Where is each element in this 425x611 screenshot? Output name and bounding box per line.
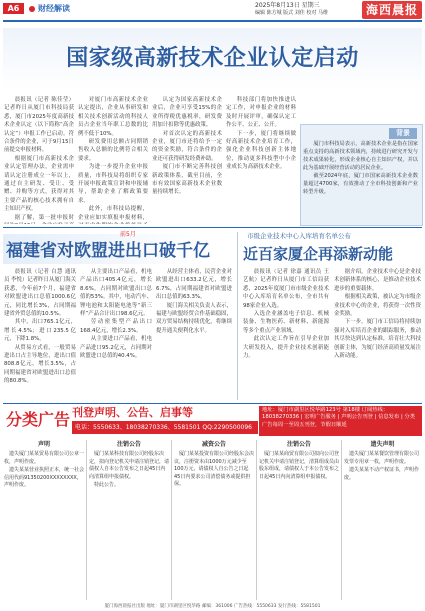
notice-line: 特此公告。 — [94, 482, 120, 489]
paragraph: 根据相关政策，被认定为市级企业技术中心的企业，将获得一次性资金奖励。 — [334, 294, 421, 318]
paragraph: 晨报讯（记者 陈佳莹）记者昨日从厦门市科技局获悉，厦门市2025年度高新技术企业认定（以下简称“高企认定”）申报工作已启动。符合条件的企业，可于9月15日前提交申报材料。 — [4, 97, 74, 154]
story1-column-3 — [152, 96, 222, 224]
ads-info-box: 地址：厦门市湖里区悦华路123号 第18楼 订阅热线：18038270336 | 宏明广告服务 | 声明公告刊登 | 信息发布 | 分类广告每周一至周五刊登，节假日顺延 — [259, 406, 422, 436]
editor-credits: 编辑 陈方城 版式 刘佳 校对 马维 — [255, 10, 328, 16]
paragraph: 认定为国家高新技术企业后，企业可享受15%的企业所得税优惠税率，研发费用加计扣除等优惠政策。 — [152, 97, 222, 129]
column-divider — [256, 440, 257, 600]
paragraph: 对首次认定的高新技术企业，厦门市还将给予一定的资金奖励，符合条件的企业还可获得研发经费补助。 — [152, 130, 222, 162]
story2-headline: 福建省对欧盟进出口破千亿 — [6, 241, 210, 261]
notice-line: 厦门某某投资有限公司经股东会决议，注册资本由1000万元减少至100万元，请债权人自公告之日起45日内要求公司清偿债务或提供担保。 — [174, 451, 254, 488]
notice-column — [259, 440, 339, 600]
paragraph: 从经营主体看，民营企业对欧盟进出口633.2亿元，增长6.7%，占同期福建省对欧盟进出口总值的63.3%。 — [156, 269, 232, 301]
issue-date: 2025年8月13日 星期三 — [255, 2, 320, 9]
story3-kicker: 市级企业技术中心入库培育名单公布 — [247, 232, 351, 240]
column-divider — [171, 440, 172, 600]
paragraph: 下一步，厦门市工信局将持续加强对入库培育企业的跟踪服务，推动其尽快达到认定标准，培育壮大科技创新主体，为厦门经济高质量发展注入新动能。 — [334, 319, 421, 360]
ads-phone-bar: 电话：5550633、18038270336、5581501 QQ:2290500096 — [72, 421, 258, 434]
notice-line: 遗失厦门某某贸易有限公司公章一枚，声明作废。 — [4, 451, 84, 465]
paragraph: 此次认定工作旨在引导企业加大研发投入，提升企业技术创新能力。 — [243, 336, 329, 360]
notice-column — [4, 440, 84, 600]
section-divider — [3, 227, 422, 228]
story3-column-1 — [243, 268, 329, 400]
paragraph: 据了解，第一批申报时 — [14, 214, 74, 221]
paragraph: 科技部门将加快推进认定工作，对申报企业的材料及时开展评审，确保认定工作公平、公正、公开。 — [226, 97, 296, 129]
notice-column — [344, 440, 421, 600]
notice-column — [174, 440, 254, 600]
notice-line: 遗失某某营业执照正本，统一社会信用代码91350200XXXXXXXX，声明作废。 — [4, 467, 84, 489]
story1-column-4 — [226, 96, 296, 224]
story3-headline: 近百家厦企再添新动能 — [243, 245, 394, 263]
story2-column-3 — [156, 268, 232, 400]
paragraph: 从贸易方式看，一般贸易进出口占主导地位，进出口值808.8亿元，增长3.5%，占同期福建省对欧盟进出口总值的80.8%。 — [4, 344, 76, 385]
notice-line: 厦门某某商贸有限公司拟向公司登记机关申请注销登记，清算组成员由股东组成，请债权人于本公告发布之日起45日内向清算组申报债权。 — [259, 451, 339, 480]
column-divider — [341, 440, 342, 600]
paragraph: 为进一步提升企业申报质量，市科技局将组织专家开展申报政策宣讲和申报辅导，帮助企业了解政策要求。 — [78, 164, 148, 204]
paragraph: 从主要进口产品看，机电产品进口95.2亿元，占同期对欧盟进口总值的40.4%。 — [80, 336, 152, 360]
notice-line: 遗失厦门某某餐饮管理有限公司发票专用章一枚，声明作废。 — [344, 451, 420, 465]
column-divider — [86, 440, 87, 600]
paragraph: 截至2024年底，厦门市国家高新技术企业数量超过4700家，有效推动了全市科技创新和产业转型升级。 — [303, 173, 418, 195]
ads-divider — [3, 403, 422, 404]
notice-line: 厦门某某科技有限公司经股东决定，拟向登记机关申请注销登记，请债权人自本公告发布之日起45日内向清算组申报债权。 — [89, 451, 169, 480]
page-footer: 厦门海西晨报社出版 地址：厦门市湖里区悦华路 邮编：361006 广告热线：5550633 发行热线：5581501 — [104, 604, 321, 609]
background-label: 背景 — [389, 128, 417, 139]
paragraph: 下一步，厦门将继续做好高新技术企业培育工作，强化企业科技创新主体地位，推动更多科技型中小企业成长为高新技术企业。 — [226, 130, 296, 171]
notice-line: 遗失某某不动产权证书，声明作废。 — [344, 467, 420, 481]
paragraph: 厦门海关相关负责人表示，福建与欧盟经贸合作基础稳固，双方贸易结构持续优化，将继续提升通关便利化水平。 — [156, 302, 232, 334]
paragraph: 据介绍，企业技术中心是企业技术创新体系的核心，是推动企业技术进步的重要载体。 — [334, 269, 421, 292]
paragraph: 研发费用总额占同期销售收入总额的比例符合相关要求。 — [78, 139, 148, 162]
page-number-badge: A6 — [3, 3, 24, 14]
story1-headline: 国家级高新技术企业认定启动 — [66, 46, 359, 71]
paragraph: 对厦门市高新技术企业认定提出，企业从事研发和相关技术创新活动的科技人员占企业当年职工总数的比例不低于10%。 — [78, 97, 148, 137]
paragraph: 其中，出口765.1亿元，增长4.5%；进口235.5亿元，下降1.8%。 — [4, 319, 76, 343]
paragraph: 入选企业涵盖电子信息、机械装备、生物医药、新材料、新能源等多个重点产业领域。 — [243, 311, 329, 334]
newspaper-logo: 海西晨报 — [362, 1, 422, 19]
paragraph: 此外，市科技局提醒，企业应如实填报申报材料， — [78, 206, 148, 221]
story2-column-1 — [4, 268, 76, 400]
notice-title: 声明 — [37, 441, 50, 448]
classified-ads-label: 分类广告 — [6, 410, 71, 429]
notice-title: 注销公告 — [286, 441, 311, 448]
notice-title: 注销公告 — [116, 441, 141, 448]
section-dot-icon — [29, 6, 35, 12]
story1-column-1 — [4, 96, 74, 224]
paragraph: 劳动密集型产品出口168.4亿元，增长2.3%。 — [80, 319, 152, 334]
paragraph: 晨报讯（记者 白慧 通讯员 李悦）记者昨日从厦门海关获悉，今年前7个月，福建省对欧盟进出口总值1000.6亿元，同比增长3%，占同期福建省外贸总值的10.5%。 — [4, 269, 76, 318]
section-label: 财经解读 — [38, 4, 70, 13]
paragraph: 根据厦门市高新技术企业认定管理办法，企业需申请认定注册成立一年以上，通过自主研发、受让、受赠、并购等方式，获得对其主要产品的核心技术拥有自主知识产权。 — [4, 155, 74, 213]
background-text — [303, 140, 418, 222]
paragraph: 晨报讯（记者 徐嘉 通讯员 王艺航）记者昨日从厦门市工信局获悉，2025年度厦门市市级企业技术中心入库培育名单公布，全市共有98家企业入选。 — [243, 269, 329, 309]
header-rule — [3, 20, 422, 22]
notice-title: 遗失声明 — [370, 441, 395, 448]
story3-column-2 — [334, 268, 421, 400]
ads-title: 刊登声明、公告、启事等 — [72, 406, 193, 419]
paragraph: 厦门市不断完善科技创新政策体系，截至目前，全市有效国家高新技术企业数量持续增长。 — [152, 164, 222, 196]
story1-column-2 — [78, 96, 148, 224]
notice-title: 减资公告 — [201, 441, 226, 448]
story2-column-2 — [80, 268, 152, 400]
notice-column — [89, 440, 169, 600]
paragraph: 从主要出口产品看，机电产品出口405.4亿元，增长8.6%，占同期对欧盟出口总值的53%。其中，电动汽车、锂电池和太阳能电池等“新三样”产品合计出口98.6亿元。 — [80, 269, 152, 318]
section-title — [29, 3, 70, 14]
story2-kicker: 前5月 — [120, 231, 136, 238]
column-divider — [237, 232, 238, 400]
paragraph: 厦门市科技局表示，高新技术企业是指在国家重点支持的高新技术领域内，持续进行研究开发与技术成果转化，形成企业核心自主知识产权，并以此为基础开展经营活动的居民企业。 — [303, 141, 418, 171]
